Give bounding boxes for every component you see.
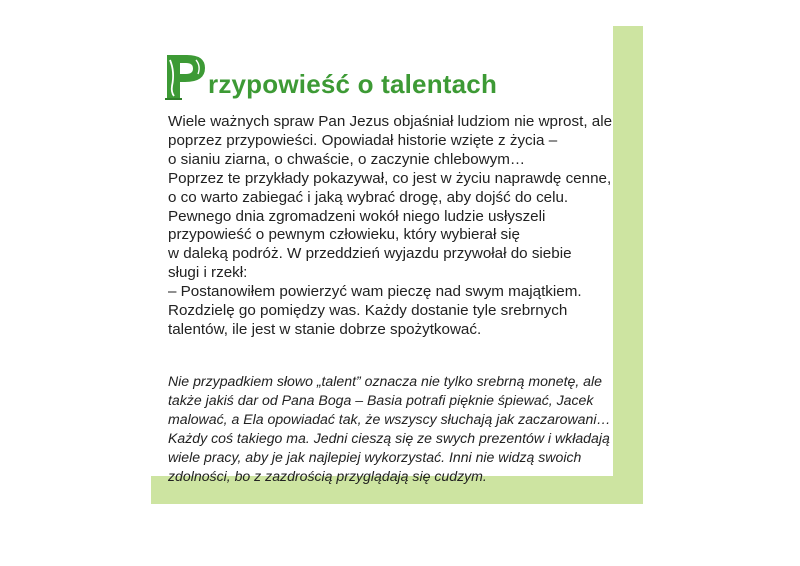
- paragraph-line: poprzez przypowieści. Opowiadał historie wzięte z życia –: [168, 131, 558, 149]
- paragraph-line: o sianiu ziarna, o chwaście, o zaczynie chlebowym…: [168, 150, 526, 168]
- title-text: rzypowieść o talentach: [208, 69, 498, 99]
- commentary-line: Każdy coś takiego ma. Jedni cieszą się ze swych prezentów i wkładają: [168, 429, 610, 446]
- paragraph-line: Rozdzielę go pomiędzy was. Każdy dostanie tyle srebrnych: [168, 302, 568, 320]
- paragraph-line: talentów, ile jest w stanie dobrze spożytkować.: [168, 320, 482, 338]
- paragraph-line: w daleką podróż. W przeddzień wyjazdu przywołał do siebie: [168, 245, 572, 263]
- commentary-line: Nie przypadkiem słowo „talent” oznacza nie tylko srebrną monetę, ale: [168, 373, 602, 389]
- dropcap-p-glyph: [163, 52, 207, 102]
- story-paragraph: [168, 113, 613, 340]
- paragraph-line: Poprzez te przykłady pokazywał, co jest w życiu naprawdę cenne,: [168, 169, 612, 187]
- paragraph-line: Pewnego dnia zgromadzeni wokół niego ludzie usłyszeli: [168, 207, 546, 225]
- paragraph-line: Wiele ważnych spraw Pan Jezus objaśniał ludziom nie wprost, ale: [168, 113, 613, 130]
- paragraph-line: przypowieść o pewnym człowieku, który wybierał się: [168, 226, 520, 244]
- commentary-line: wiele pracy, aby je jak najlepiej wykorzystać. Inni nie widzą swoich: [168, 448, 582, 465]
- title-dropcap: [163, 52, 207, 102]
- commentary-line: także jakiś dar od Pana Boga – Basia potrafi pięknie śpiewać, Jacek: [168, 391, 594, 408]
- commentary-line: malować, a Ela opowiadać tak, że wszyscy słuchają jak zaczarowani…: [168, 410, 611, 427]
- paragraph-line: sługi i rzekł:: [168, 264, 248, 282]
- commentary-line: zdolności, bo z zazdrością przyglądają się cudzym.: [168, 467, 487, 484]
- page-title: [163, 42, 497, 102]
- paragraph-line: – Postanowiłem powierzyć wam pieczę nad swym majątkiem.: [168, 283, 582, 301]
- commentary-paragraph: [168, 372, 611, 485]
- paragraph-line: o co warto zabiegać i jaką wybrać drogę, aby dojść do celu.: [168, 188, 569, 206]
